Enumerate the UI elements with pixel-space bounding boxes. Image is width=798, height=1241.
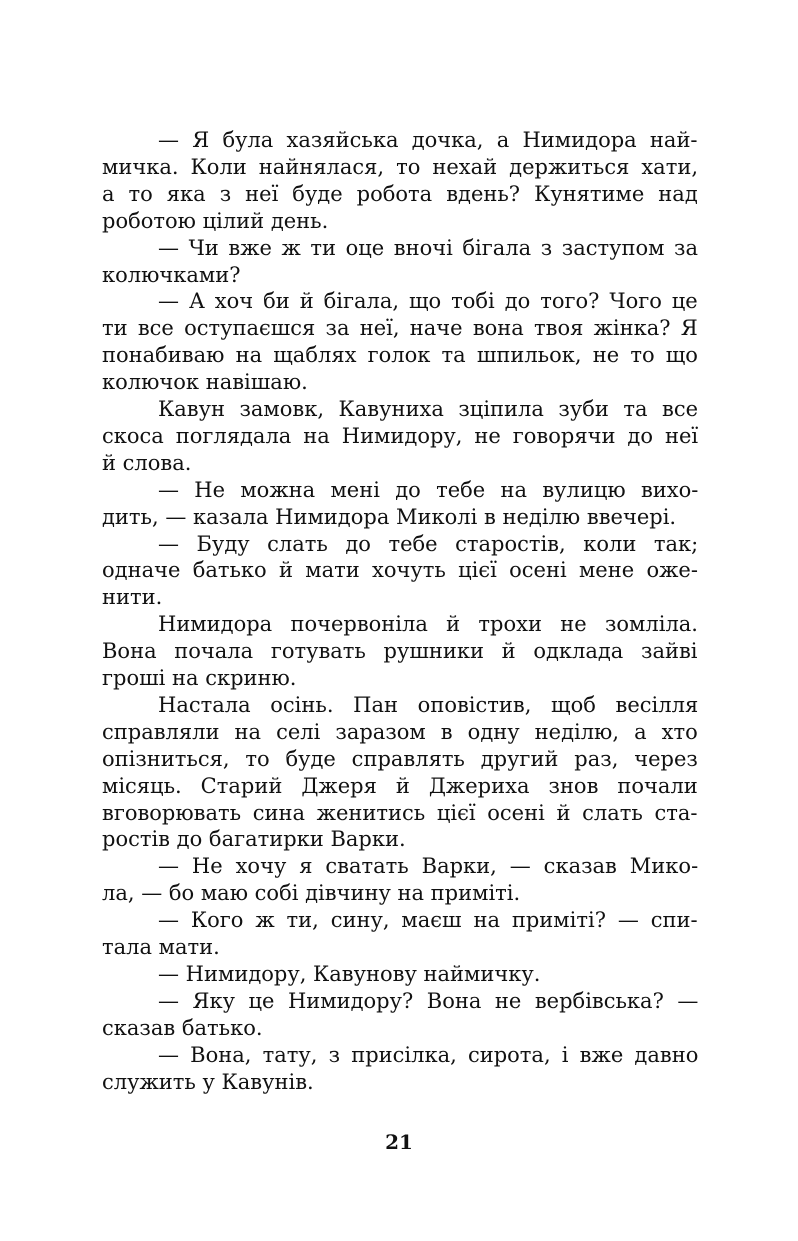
text-line: Настала осінь. Пан оповістив, щоб весілля [158,692,699,717]
text-line: опізниться, то буде справлять другий раз, через [102,746,698,771]
text-line: справляли на селі заразом в одну неділю, а хто [102,719,698,744]
text-line: служить у Кавунів. [102,1069,314,1094]
text-line: Нимидора почервоніла й трохи не зомліла. [158,612,698,637]
text-line: — А хоч би й бігала, що тобі до того? Чого це [158,289,698,314]
text-line: — Я була хазяйська дочка, а Нимидора най- [158,128,698,152]
text-line: — Не можна мені до тебе на вулицю вихо- [158,477,699,502]
text-line: вговорювать сина женитись цієї осені й слать ста- [102,800,698,825]
text-line: ростів до багатирки Варки. [102,827,406,852]
text-line: колючок навішаю. [102,370,308,395]
text-line: — Яку це Нимидору? Вона не вербівська? — [158,988,699,1013]
text-line: нити. [102,585,163,610]
text-line: одначе батько й мати хочуть цієї осені мене оже- [102,558,698,583]
text-line: гроші на скриню. [102,666,297,690]
text-line: й слова. [102,450,192,475]
text-line: місяць. Старий Джеря й Джериха знов почали [102,773,698,798]
text-line: — Чи вже ж ти оце вночі бігала з заступом за [158,235,698,260]
text-line: колючками? [102,262,241,287]
text-line: Кавун замовк, Кавуниха зціпила зуби та все [158,397,699,421]
text-line: мичка. Коли найнялася, то нехай держиться хати, [102,154,698,179]
text-line: а то яка з неї буде робота вдень? Кунятиме над [102,181,698,206]
text-line: ла, — бо маю собі дівчину на приміті. [102,881,521,906]
text-line: дить, — казала Нимидора Миколі в неділю ввечері. [102,504,677,529]
text-line: — Нимидору, Кавунову наймичку. [158,961,541,986]
text-line: — Вона, тату, з присілка, сирота, і вже давно [158,1042,699,1067]
text-line: Вона почала готувать рушники й одклада зайві [102,639,698,664]
text-line: тала мати. [102,935,220,959]
text-line: скоса поглядала на Нимидору, не говорячи до неї [102,423,699,448]
page-number: 21 [385,1130,413,1154]
text-line: роботою цілий день. [102,208,329,233]
text-line: — Кого ж ти, сину, маєш на приміті? — спи- [158,908,698,933]
text-line: — Буду слать до тебе старостів, коли так; [158,531,699,556]
text-line: сказав батько. [102,1015,263,1040]
text-line: — Не хочу я сватать Варки, — сказав Мико- [158,854,699,879]
text-line: понабиваю на щаблях голок та шпильок, не то що [102,343,698,368]
text-line: ти все оступаєшся за неї, наче вона твоя жінка? Я [102,316,698,341]
